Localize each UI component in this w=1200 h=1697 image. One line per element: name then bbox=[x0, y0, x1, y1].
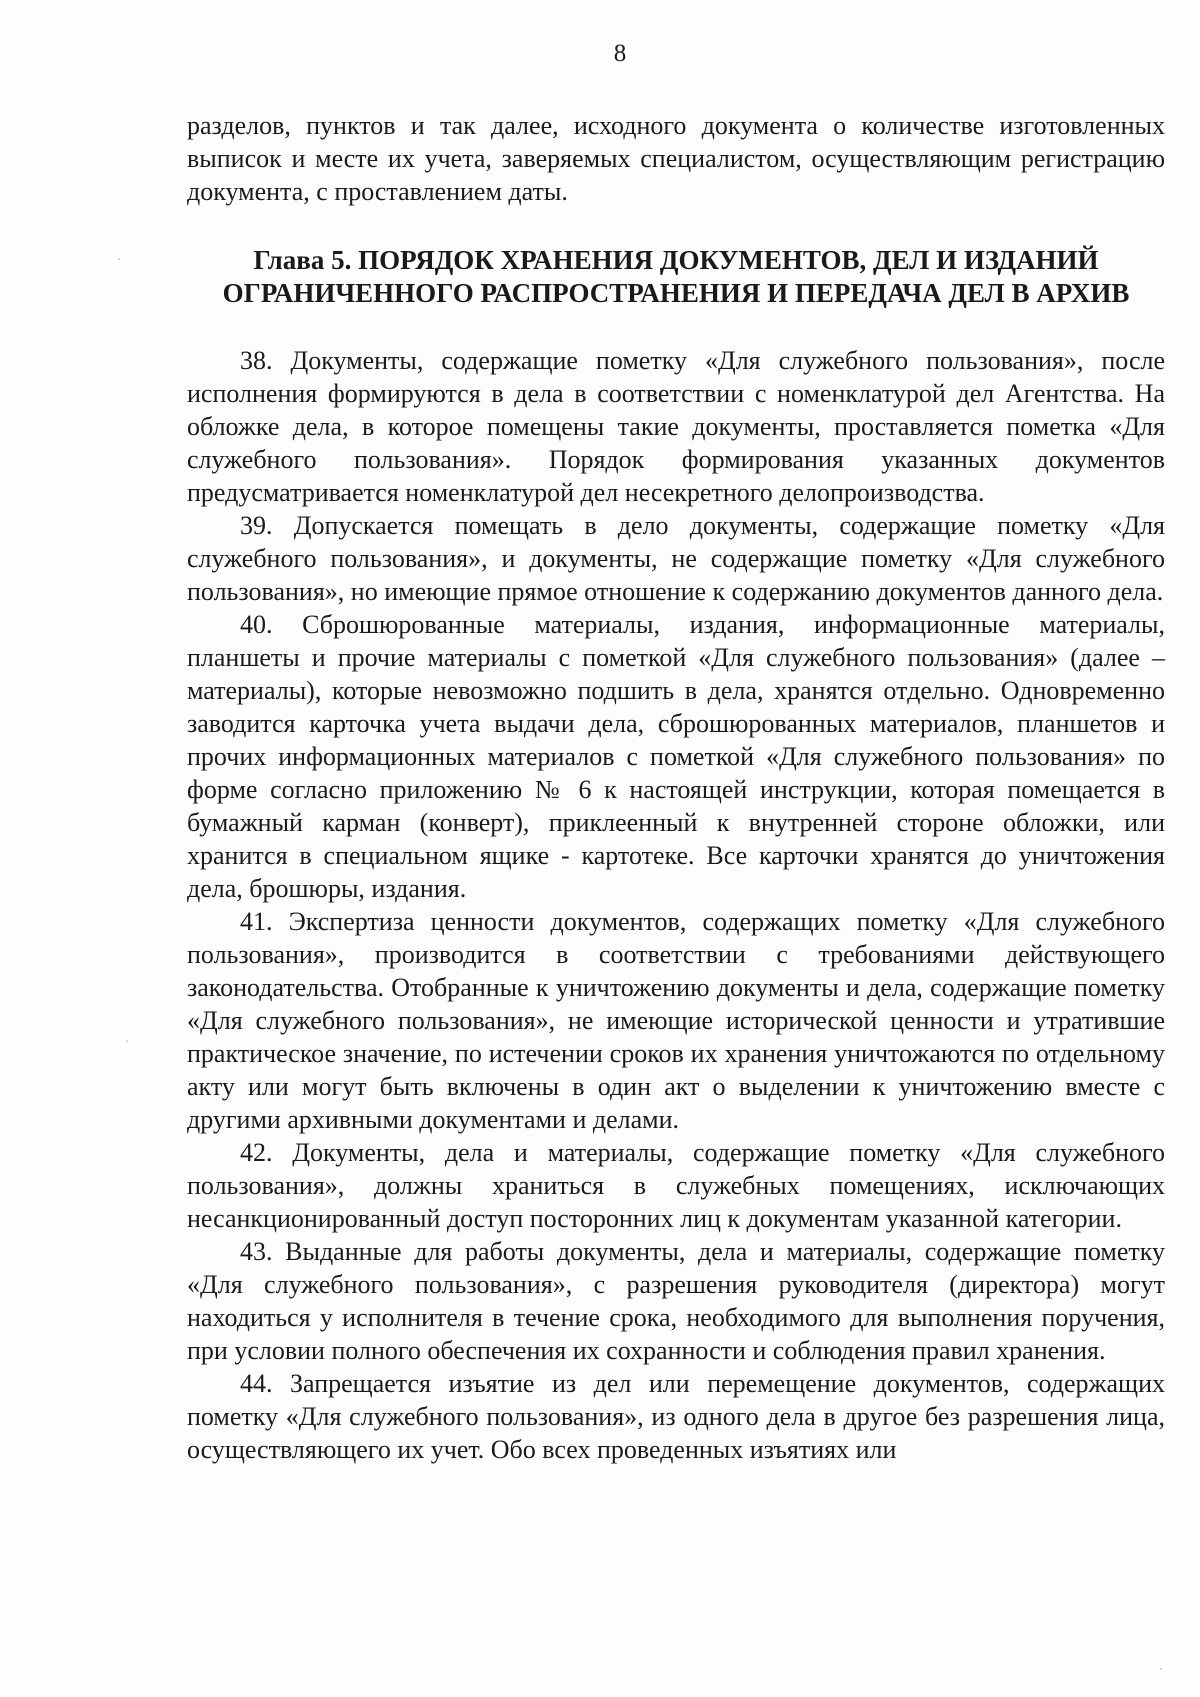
paragraph-43: 43. Выданные для работы документы, дела и материалы, содержащие пометку «Для служебного пользования», с разрешения руководителя (директора) могут находиться у исполнителя в течение срока, необходимого для выполнения поручения, при условии полного обеспечения их сохранности и соблюдения правил хранения. bbox=[187, 1237, 1165, 1365]
paragraph-38: 38. Документы, содержащие пометку «Для служебного пользования», после исполнения формируются в дела в соответствии с номенклатурой дел Агентства. На обложке дела, в которое помещены такие документы, проставляется пометка «Для служебного пользования». Порядок формирования указанных документов предусматривается номенклатурой дел несекретного делопроизводства. bbox=[187, 346, 1165, 507]
paragraph-44: 44. Запрещается изъятие из дел или перемещение документов, содержащих пометку «Для служебного пользования», из одного дела в другое без разрешения лица, осуществляющего их учет. Обо всех проведенных изъятиях или bbox=[187, 1369, 1165, 1464]
page-number: 8 bbox=[613, 40, 627, 67]
page-content bbox=[187, 109, 1165, 1466]
chapter-heading bbox=[187, 244, 1165, 310]
paragraph-42: 42. Документы, дела и материалы, содержащие пометку «Для служебного пользования», должны храниться в служебных помещениях, исключающих несанкционированный доступ посторонних лиц к документам указанной категории. bbox=[187, 1138, 1165, 1233]
chapter-heading-line-1: Глава 5. ПОРЯДОК ХРАНЕНИЯ ДОКУМЕНТОВ, ДЕЛ И ИЗДАНИЙ bbox=[253, 245, 1099, 275]
scan-speck bbox=[1160, 1668, 1162, 1670]
scan-speck bbox=[126, 1040, 128, 1042]
scan-speck bbox=[118, 258, 120, 260]
intro-paragraph: разделов, пунктов и так далее, исходного документа о количестве изготовленных выписок и месте их учета, заверяемых специалистом, осуществляющим регистрацию документа, с проставлением даты. bbox=[187, 111, 1165, 206]
paragraph-41: 41. Экспертиза ценности документов, содержащих пометку «Для служебного пользования», производится в соответствии с требованиями действующего законодательства. Отобранные к уничтожению документы и дела, содержащие пометку «Для служебного пользования», не имеющие исторической ценности и утратившие практическое значение, по истечении сроков их хранения уничтожаются по отдельному акту или могут быть включены в один акт о выделении к уничтожению вместе с другими архивными документами и делами. bbox=[187, 907, 1165, 1134]
paragraph-39: 39. Допускается помещать в дело документы, содержащие пометку «Для служебного пользования», и документы, не содержащие пометку «Для служебного пользования», но имеющие прямое отношение к содержанию документов данного дела. bbox=[187, 511, 1165, 606]
paragraph-40: 40. Сброшюрованные материалы, издания, информационные материалы, планшеты и прочие материалы с пометкой «Для служебного пользования» (далее – материалы), которые невозможно подшить в дела, хранятся отдельно. Одновременно заводится карточка учета выдачи дела, сброшюрованных материалов, планшетов и прочих информационных материалов с пометкой «Для служебного пользования» по форме согласно приложению № 6 к настоящей инструкции, которая помещается в бумажный карман (конверт), приклеенный к внутренней стороне обложки, или хранится в специальном ящике - картотеке. Все карточки хранятся до уничтожения дела, брошюры, издания. bbox=[187, 610, 1165, 903]
chapter-heading-line-2: ОГРАНИЧЕННОГО РАСПРОСТРАНЕНИЯ И ПЕРЕДАЧА ДЕЛ В АРХИВ bbox=[222, 278, 1130, 308]
